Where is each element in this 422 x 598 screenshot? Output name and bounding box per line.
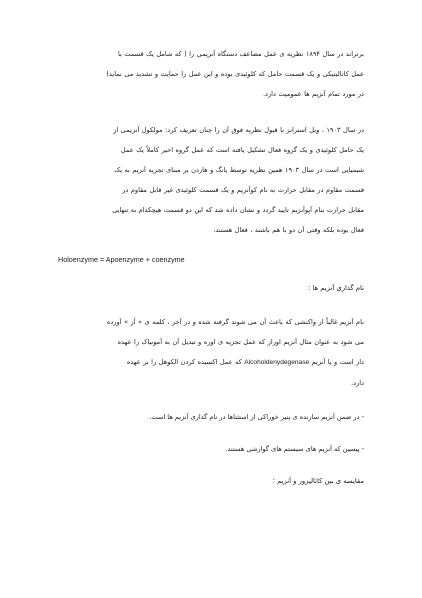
bullet-item: - پیسین که آنزیم های سیستم های گوارشی هستند. [225, 445, 364, 453]
paragraph-line [58, 352, 364, 373]
paragraph-line: یک حامل کلوئیدی و یک گروه فعال تشکیل یافته است که عمل گروه اخیر کاملاً یک عمل [120, 146, 364, 154]
paragraph-line: دارد. [351, 379, 364, 387]
holoenzyme-equation: Holoenzyme = Apoenzyme + coenzyme [58, 255, 185, 264]
paragraph-line: در سال ۱۹۰۳ ، ویل استرانز با قبول نظریه فوق آن را چنان تعریف کرد: مولکول آنزیمی از [113, 126, 364, 134]
paragraph-willstatter [58, 120, 364, 240]
paragraph-enzyme-naming [58, 312, 364, 393]
paragraph-line: نام آنزیم غالباً از واکنشی که باعث آن می شوند گرفته شده و در آخر ، کلمه ی « آز » آورده [106, 318, 364, 326]
bullet-item: - در ضمن آنزیم سازنده ی پنیر خوراکی از استثناها در نام گذاری آنزیم ها است. [149, 413, 364, 421]
paragraph-text: که عمل اکسیده کردن الکوهل را بر عهده [126, 358, 242, 366]
paragraph-line: عمل کاتالیتیکی و یک قسمت حامل که کلوئیدی بوده و این عمل را حمایت و تشدید می نماید) [106, 70, 364, 78]
enzyme-latin-name: Alcoholdenydegenase [244, 359, 310, 366]
heading-catalyst-comparison: مقایسه ی بین کاتالیزور و آنزیم : [272, 477, 364, 485]
paragraph-line: مقابل حرارت بنام آپوآنزیم تایید گردد و نشان داده شد که این دو قسمت هیچکدام به تنهایی [112, 206, 364, 214]
paragraph-line: در مورد تمام آنزیم ها عمومیت دارد. [262, 90, 364, 98]
paragraph-line: قسمت مقاوم در مقابل حرارت به نام کوآنزیم و یک قسمت کلوئیدی غیر قابل مقاوم در [122, 186, 364, 194]
paragraph-line: برتراند در سال ۱۸۹۴ نظریه ی عمل مضاعف دستگاه آنزیمی را ( که شامل یک قسمت با [117, 50, 364, 58]
paragraph-line: فعال بوده بلکه وقتی آن دو با هم باشند ، فعال هستند. [213, 226, 364, 234]
paragraph-bertrand [58, 44, 364, 104]
heading-enzyme-naming: نام گذاری آنزیم ها : [308, 284, 364, 292]
paragraph-line: شیمیایی است در سال ۱۹۰۳ همین نظریه توسط یانگ و هاردن بر مبنای تجزیه آنزیم به یک [114, 166, 364, 174]
paragraph-line: می شود به عنوان مثال آنزیم اوراز که عمل تجزیه ی اوره و تبدیل آن به آمونیاک را عهده [117, 338, 364, 346]
paragraph-text: دار است و یا آنزیم [311, 358, 364, 366]
